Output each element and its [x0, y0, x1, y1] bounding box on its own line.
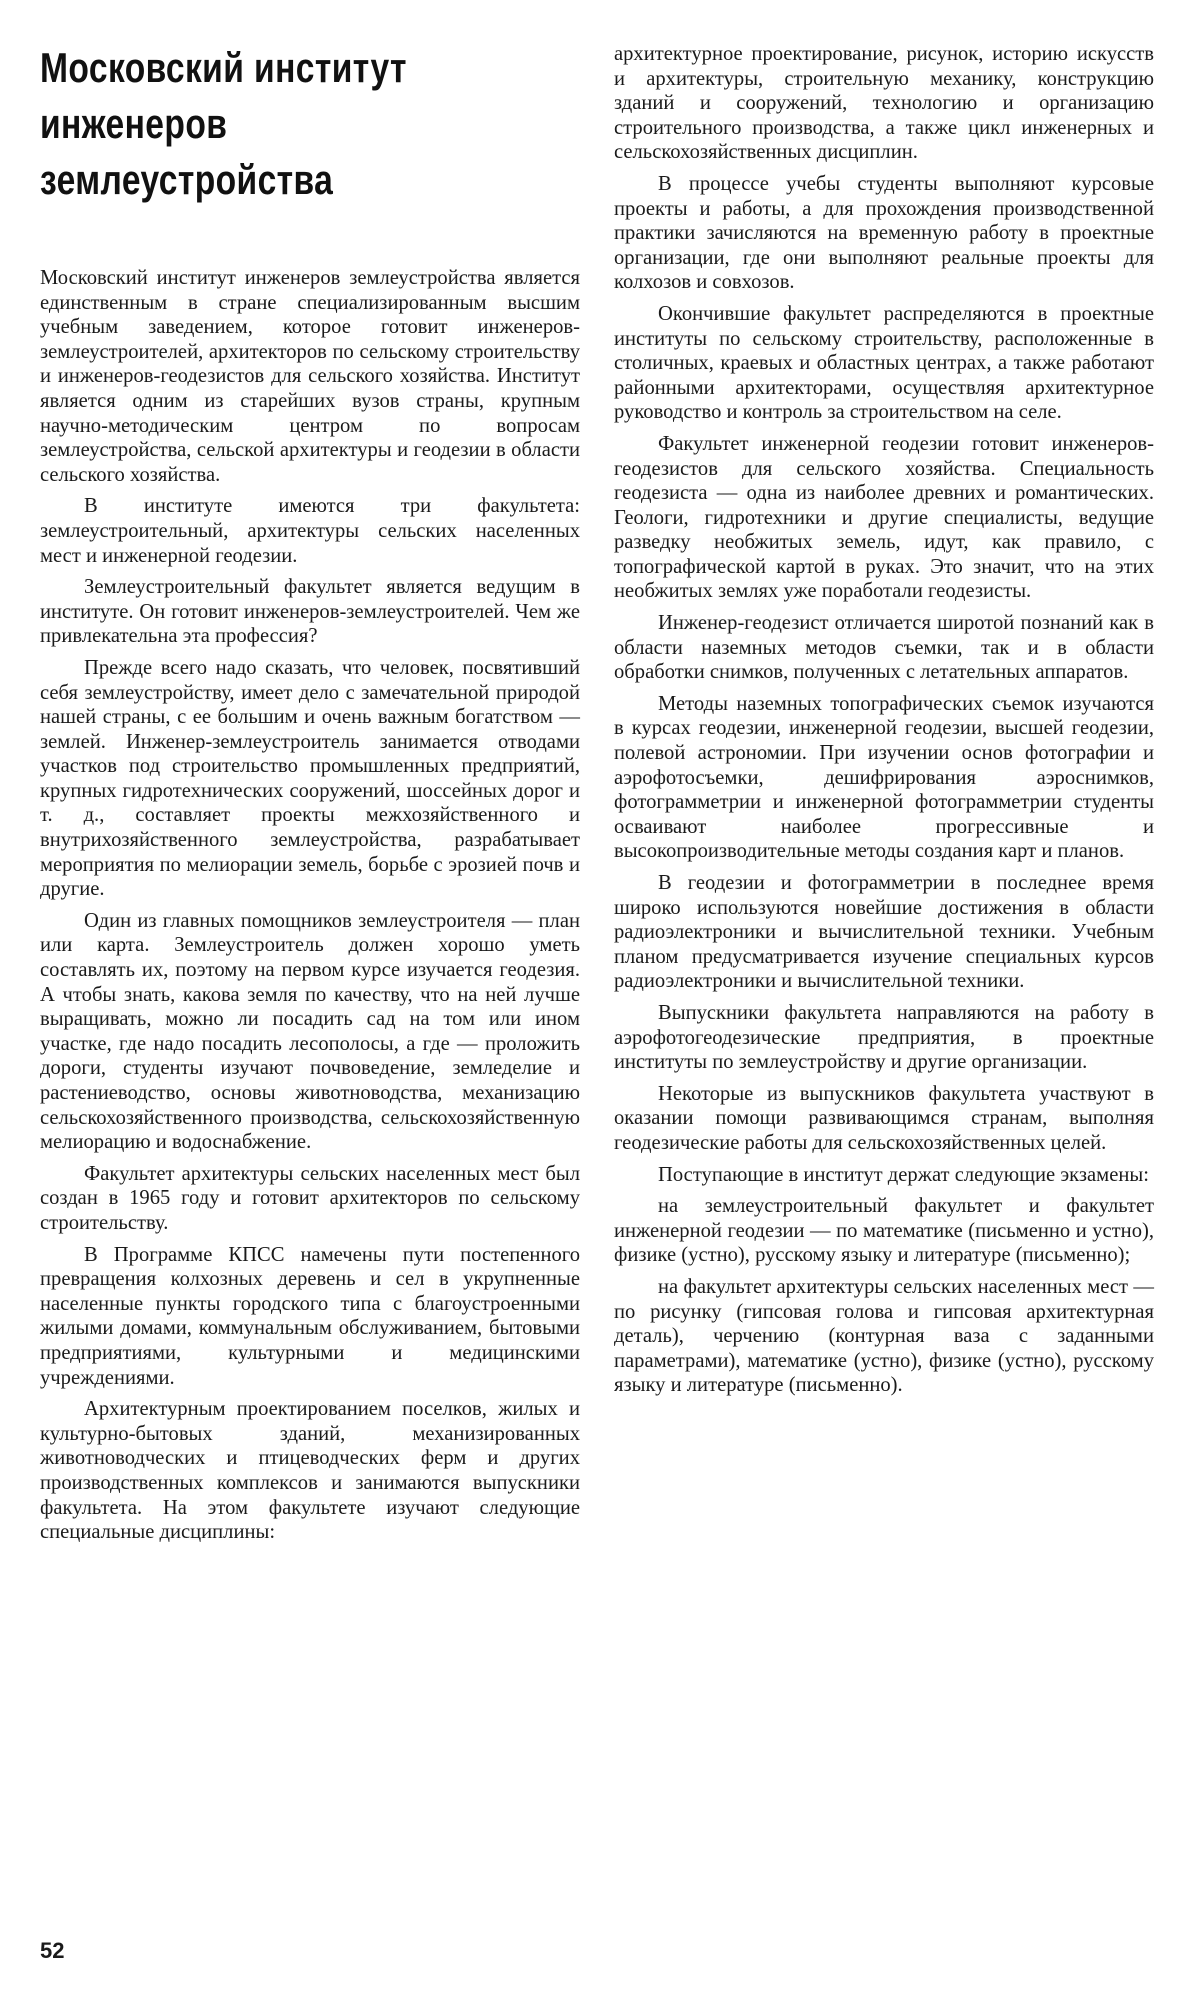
paragraph-disciplines-continued: архитектурное проектирование, рисунок, историю искусств и архитектуры, строительную механику, конструкцию зданий и сооружений, технологию и организацию строительного производства, а также цикл инженерных и сельскохозяйственных дисциплин. [614, 43, 1154, 164]
paragraph-architecture-faculty: Факультет архитектуры сельских населенных мест был создан в 1965 году и готовит архитекторов по сельскому строительству. [40, 1162, 580, 1234]
paragraph-exams-architecture: на факультет архитектуры сельских населенных мест — по рисунку (гипсовая голова и гипсовая архитектурная деталь), черчению (контурная ваза с заданными параметрами), математике (устно), физике (устно), русскому языку и литературе (письменно). [614, 1275, 1154, 1397]
paragraph-developing-countries: Некоторые из выпускников факультета участвуют в оказании помощи развивающимся странам, выполняя геодезические работы для сельскохозяйственных целей. [614, 1082, 1154, 1154]
paragraph-intro: Московский институт инженеров землеустройства является единственным в стране специализированным высшим учебным заведением, которое готовит инженеров-землеустроителей, архитекторов по сельскому строительству и инженеров-геодезистов для сельского хозяйства. Институт является одним из старейших вузов страны, крупным научно-методическим центром по вопросам землеустройства, сельской архитектуры и геодезии в области сельского хозяйства. [40, 267, 580, 486]
paragraph-geodesy-faculty: Факультет инженерной геодезии готовит инженеров-геодезистов для сельского хозяйства. Специальность геодезиста — одна из наиболее древних и романтических. Геологи, гидротехники и другие специалисты, ведущие разведку необжитых земель, идут, как правило, с топографической картой в руках. Это значит, что на этих необжитых землях уже поработали геодезисты. [614, 432, 1154, 603]
paragraph-cpsu-program: В Программе КПСС намечены пути постепенного превращения колхозных деревень и сел в укрупненные населенные пункты городского типа с благоустроенными жилыми домами, коммунальным обслуживанием, бытовыми предприятиями, культурными и медицинскими учреждениями. [40, 1243, 580, 1389]
right-column [614, 42, 1154, 1398]
paragraph-faculties: В институте имеются три факультета: землеустроительный, архитектуры сельских населенных мест и инженерной геодезии. [40, 495, 580, 567]
paragraph-exams-land-geodesy: на землеустроительный факультет и факультет инженерной геодезии — по математике (письменно и устно), физике (устно), русскому языку и литературе (письменно); [614, 1195, 1154, 1267]
paragraph-land-engineer: Прежде всего надо сказать, что человек, посвятивший себя землеустройству, имеет дело с замечательной природой нашей страны, с ее большим и очень важным богатством — землей. Инженер-землеустроитель занимается отводами участков под строительство промышленных предприятий, крупных гидротехнических сооружений, шоссейных дорог и т. д., составляет проекты межхозяйственного и внутрихозяйственного землеустройства, разрабатывает мероприятия по мелиорации земель, борьбе с эрозией почв и другие. [40, 656, 580, 901]
paragraph-map-helper: Один из главных помощников землеустроителя — план или карта. Землеустроитель должен хорошо уметь составлять их, поэтому на первом курсе изучается геодезия. А чтобы знать, какова земля по качеству, что на ней лучше выращивать, можно ли посадить сад на том или ином участке, где надо посадить лесополосы, а где — проложить дороги, студенты изучают почвоведение, земледелие и растениеводство, основы животноводства, механизацию сельскохозяйственного производства, сельскохозяйственную мелиорацию и водоснабжение. [40, 909, 580, 1154]
paragraph-survey-methods: Методы наземных топографических съемок изучаются в курсах геодезии, инженерной геодезии, высшей геодезии, полевой астрономии. При изучении основ фотографии и аэрофотосъемки, дешифрирования аэроснимков, фотограмметрии и инженерной фотограмметрии студенты осваивают наиболее прогрессивные и высокопроизводительные методы создания карт и планов. [614, 692, 1154, 863]
paragraph-geodesist-engineer: Инженер-геодезист отличается широтой познаний как в области наземных методов съемки, так и в области обработки снимков, полученных с летательных аппаратов. [614, 612, 1154, 684]
page-number: 52 [40, 1938, 65, 1963]
article-title: Московский институт инженеров землеустройства [40, 44, 407, 203]
paragraph-architectural-design: Архитектурным проектированием поселков, жилых и культурно-бытовых зданий, механизированных животноводческих и птицеводческих ферм и других производственных комплексов и занимаются выпускники факультета. На этом факультете изучают следующие специальные дисциплины: [40, 1398, 580, 1544]
paragraph-radioelectronics: В геодезии и фотограмметрии в последнее время широко используются новейшие достижения в области радиоэлектроники и вычислительной техники. Учебным планом предусматривается изучение специальных курсов радиоэлектроники и вычислительной техники. [614, 872, 1154, 993]
paragraph-graduates-work: Выпускники факультета направляются на работу в аэрофотогеодезические предприятия, в проектные институты по землеустройству и другие организации. [614, 1001, 1154, 1074]
paragraph-land-faculty: Землеустроительный факультет является ведущим в институте. Он готовит инженеров-землеустроителей. Чем же привлекательна эта профессия? [40, 576, 580, 648]
left-column [40, 266, 580, 1545]
paragraph-entrance-exams: Поступающие в институт держат следующие экзамены: [658, 1163, 1149, 1186]
paragraph-graduates-distribution: Окончившие факультет распределяются в проектные институты по сельскому строительству, расположенные в столичных, краевых и областных центрах, а также работают районными архитекторами, осуществляя архитектурное руководство и контроль за строительством на селе. [614, 302, 1154, 424]
paragraph-course-projects: В процессе учебы студенты выполняют курсовые проекты и работы, а для прохождения производственной практики зачисляются на временную работу в проектные организации, где они выполняют реальные проекты для колхозов и совхозов. [614, 172, 1154, 294]
